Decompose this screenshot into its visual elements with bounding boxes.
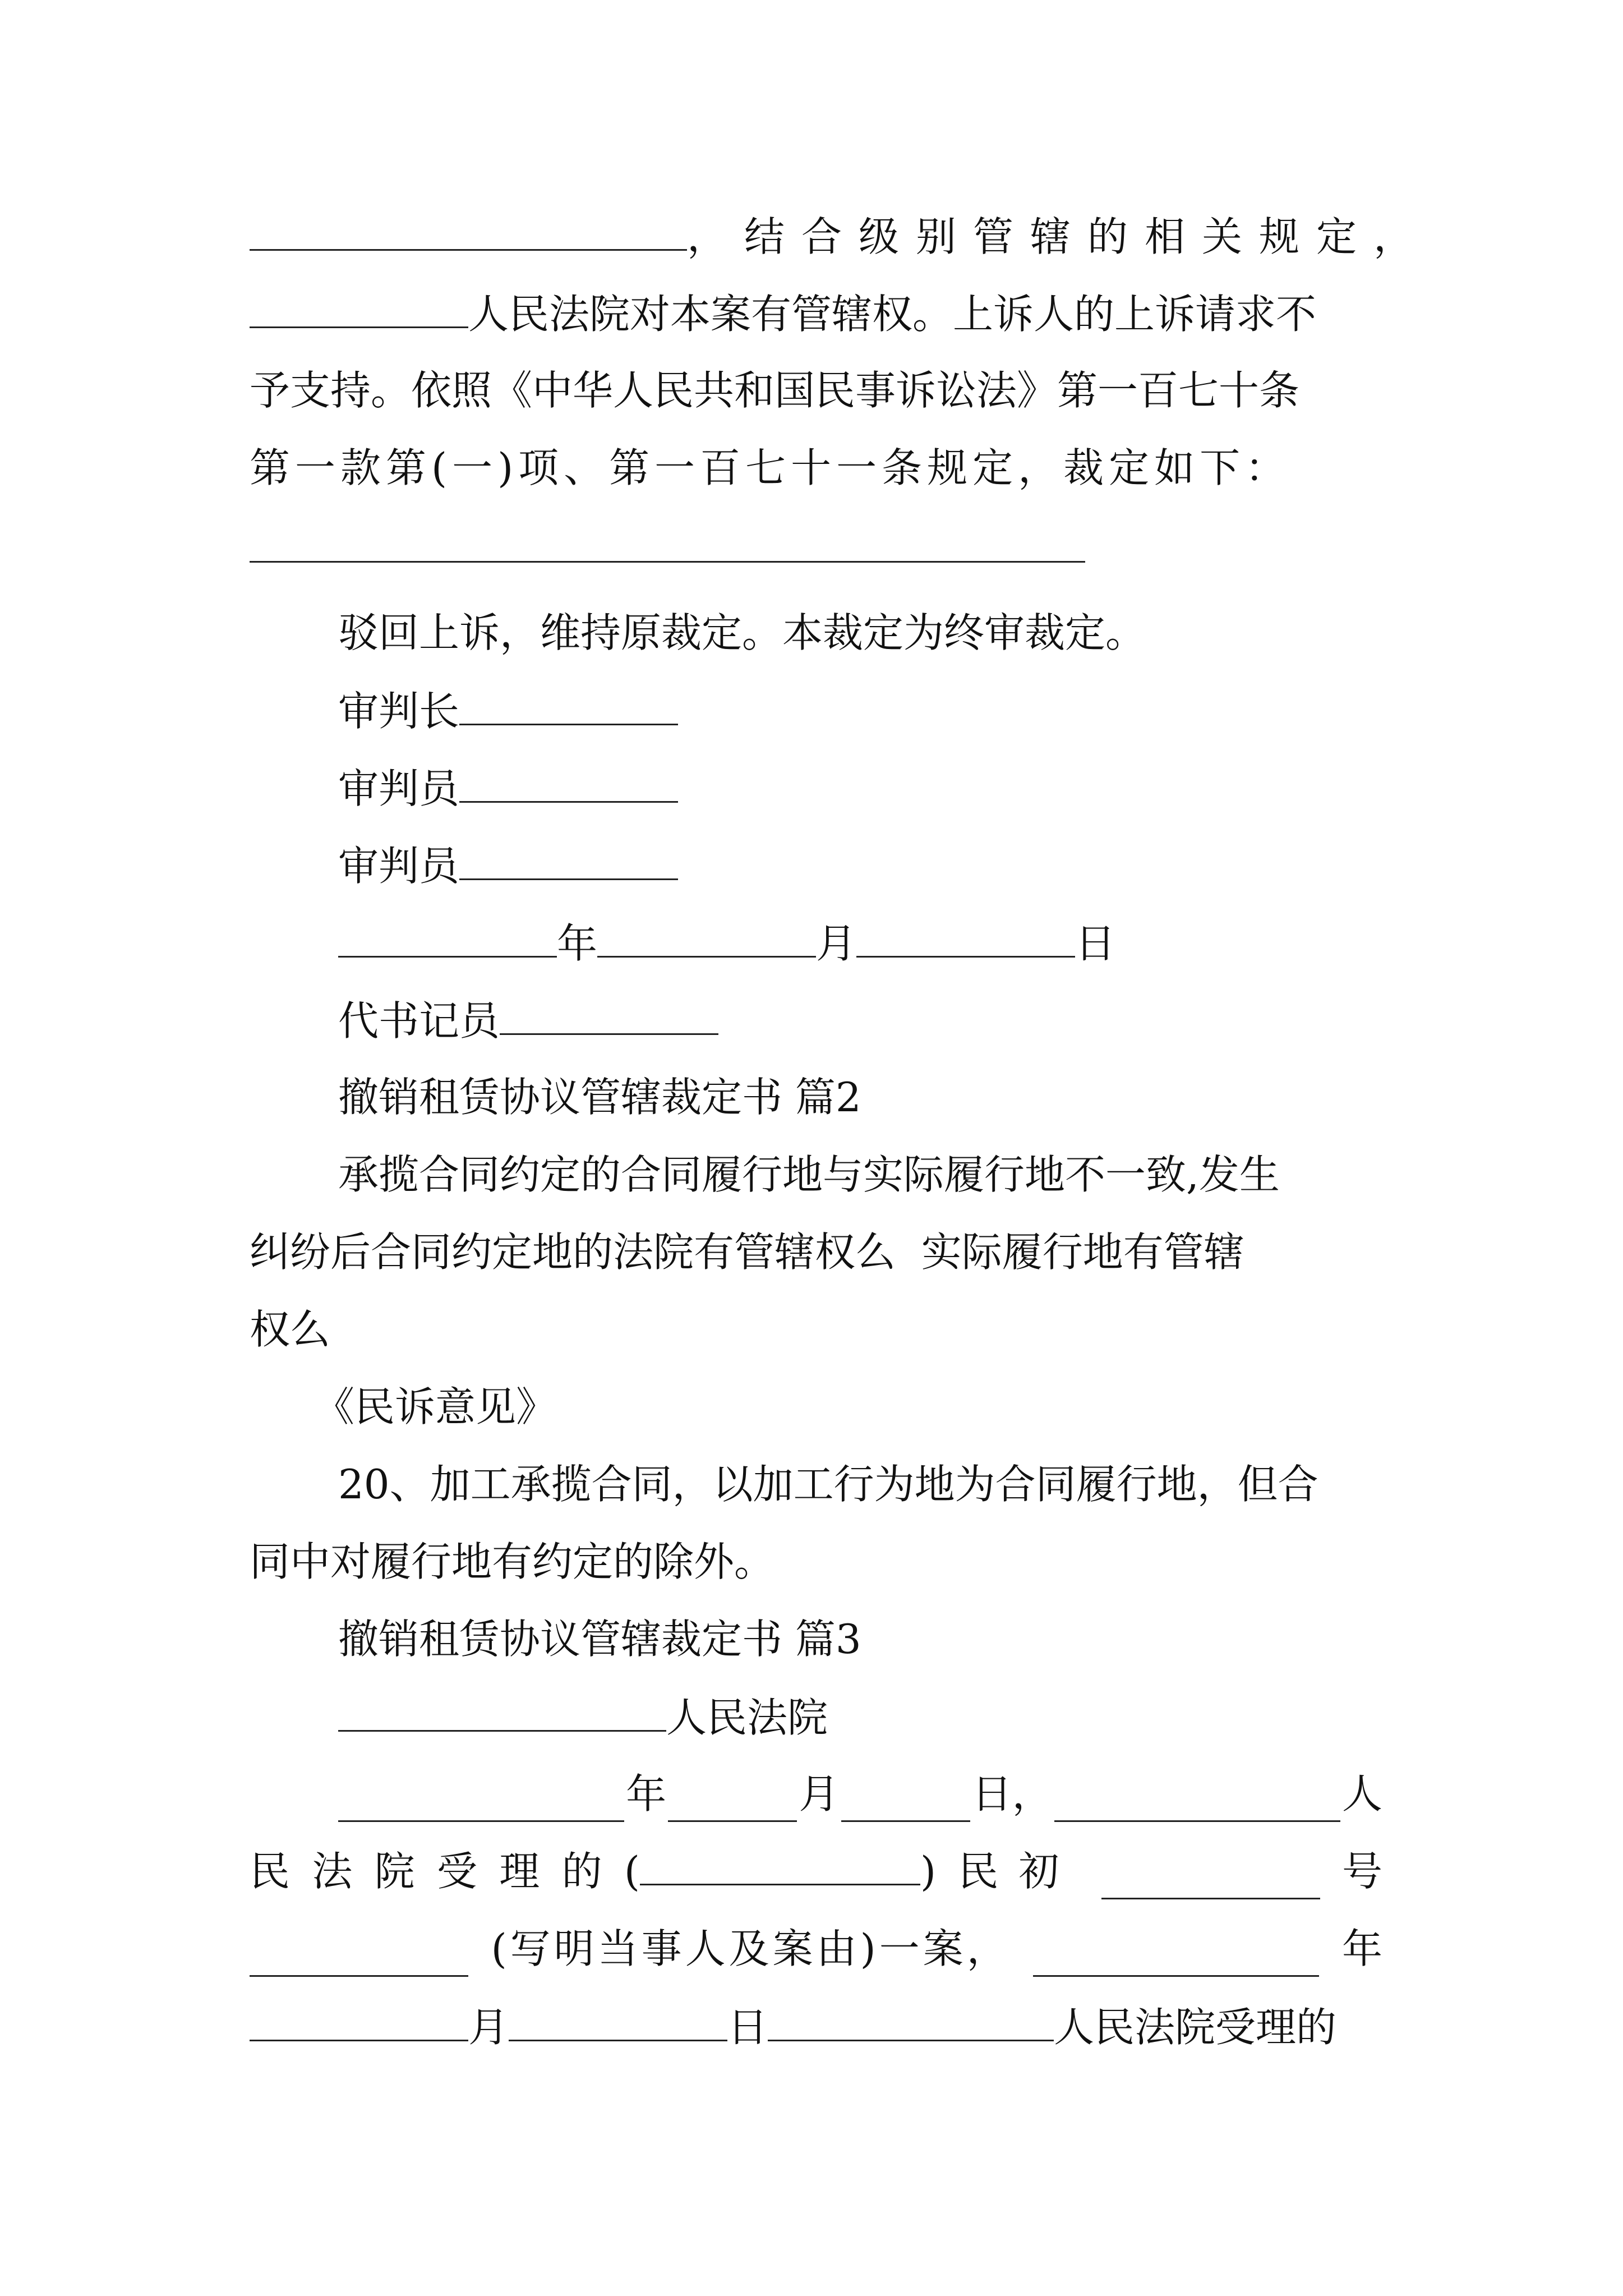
char: 理 — [499, 1848, 540, 1895]
clerk-line — [338, 992, 718, 1048]
section-2-question-3 — [250, 1301, 330, 1358]
blank-field — [250, 208, 687, 251]
section-3-line-2 — [338, 1766, 1382, 1822]
section-3-title — [338, 1611, 861, 1667]
judge-2-label: 审判员 — [338, 843, 460, 890]
section-2-title — [338, 1069, 861, 1125]
court-label: 人民法院 — [666, 1694, 828, 1741]
judge-2-line — [338, 837, 678, 893]
line-1 — [250, 208, 1431, 264]
judge-1-blank — [459, 760, 678, 803]
month-label: 月 — [799, 1770, 840, 1818]
year-blank — [1033, 1934, 1319, 1977]
year-blank — [338, 1779, 624, 1822]
section-3-court-line — [338, 1688, 828, 1745]
section-3-line-3 — [250, 1843, 1382, 1899]
ren-char: 人 — [1341, 1770, 1382, 1818]
section-2-question-1 — [338, 1147, 1280, 1203]
separator-line — [250, 561, 1085, 563]
paren-open: ( — [624, 1848, 640, 1895]
line-3-text: 予支持。依照《中华人民共和国民事诉讼法》第一百七十条 — [250, 367, 1300, 414]
day-label: 日， — [971, 1770, 1053, 1818]
line-4 — [250, 440, 1290, 496]
minchu-label: 民初 — [958, 1848, 1080, 1895]
court-name-blank — [338, 1688, 666, 1732]
section-2-question-2 — [250, 1224, 1244, 1280]
char: 法 — [312, 1848, 353, 1895]
source-citation: 《民诉意见》 — [314, 1383, 557, 1430]
day-label: 日 — [1075, 920, 1116, 967]
ruling-label: 驳回上诉，维持原裁定。本裁定为终审裁定。 — [338, 609, 1146, 656]
hao-label: 号 — [1341, 1848, 1382, 1895]
month-label: 月 — [816, 920, 857, 967]
char: 受 — [436, 1848, 477, 1895]
section-2-answer-1 — [338, 1456, 1318, 1512]
party-blank — [250, 1934, 468, 1977]
blank-field — [250, 285, 468, 328]
section-2-answer-2 — [250, 1534, 774, 1590]
line-3 — [250, 362, 1299, 418]
month-label: 月 — [468, 2004, 509, 2051]
section-2-source — [314, 1379, 556, 1435]
char: 院 — [374, 1848, 415, 1895]
ruling-text — [338, 605, 1146, 661]
line-2-text: 人民法院对本案有管辖权。上诉人的上诉请求不 — [468, 291, 1317, 338]
court-blank — [1054, 1779, 1340, 1822]
judge-1-line — [338, 760, 678, 816]
month-blank — [668, 1779, 797, 1822]
month-blank — [597, 914, 816, 958]
question-line-3: 权么 — [250, 1306, 331, 1353]
date-line — [338, 914, 1115, 970]
answer-line-2: 同中对履行地有约定的除外。 — [250, 1538, 775, 1585]
case-description: (写明当事人及案由)一案， — [491, 1925, 1011, 1972]
line-4-text: 第一款第(一)项、第一百七十一条规定，裁定如下： — [250, 444, 1291, 491]
case-number-blank — [1101, 1856, 1320, 1899]
case-year-blank — [640, 1842, 920, 1885]
court-received-text: 人民法院受理的 — [1054, 2004, 1337, 2051]
day-blank — [841, 1779, 970, 1822]
year-blank — [338, 914, 557, 958]
chief-judge-label: 审判长 — [338, 688, 460, 735]
line-2 — [250, 285, 1316, 341]
char: 民 — [250, 1848, 291, 1895]
year-label: 年 — [1341, 1925, 1382, 1972]
question-line-2: 纠纷后合同约定地的法院有管辖权么 实际履行地有管辖 — [250, 1228, 1244, 1276]
case-number-group — [624, 1842, 936, 1899]
year-label: 年 — [557, 920, 598, 967]
clerk-blank — [500, 992, 718, 1035]
clerk-label: 代书记员 — [338, 997, 500, 1045]
section-2-title-text: 撤销租赁协议管辖裁定书 篇2 — [338, 1074, 861, 1121]
day-blank — [856, 914, 1075, 958]
section-3-title-text: 撤销租赁协议管辖裁定书 篇3 — [338, 1616, 861, 1663]
judge-1-label: 审判员 — [338, 765, 460, 812]
line-1-text: ，结合级别管辖的相关规定， — [687, 213, 1431, 260]
chief-judge-blank — [459, 682, 678, 725]
day-blank — [509, 1998, 727, 2041]
month-blank — [250, 1998, 468, 2041]
judge-2-blank — [459, 837, 678, 880]
chief-judge-line — [338, 682, 678, 738]
day-label: 日 — [727, 2004, 768, 2051]
question-line-1: 承揽合同约定的合同履行地与实际履行地不一致,发生 — [338, 1151, 1280, 1198]
court-blank — [768, 1998, 1054, 2041]
year-label: 年 — [626, 1770, 667, 1818]
char: 的 — [561, 1848, 602, 1895]
paren-close: ) — [920, 1848, 937, 1895]
section-3-line-4 — [250, 1921, 1382, 1977]
section-3-line-5 — [250, 1998, 1336, 2054]
answer-line-1: 20、加工承揽合同，以加工行为地为合同履行地，但合 — [338, 1461, 1318, 1508]
